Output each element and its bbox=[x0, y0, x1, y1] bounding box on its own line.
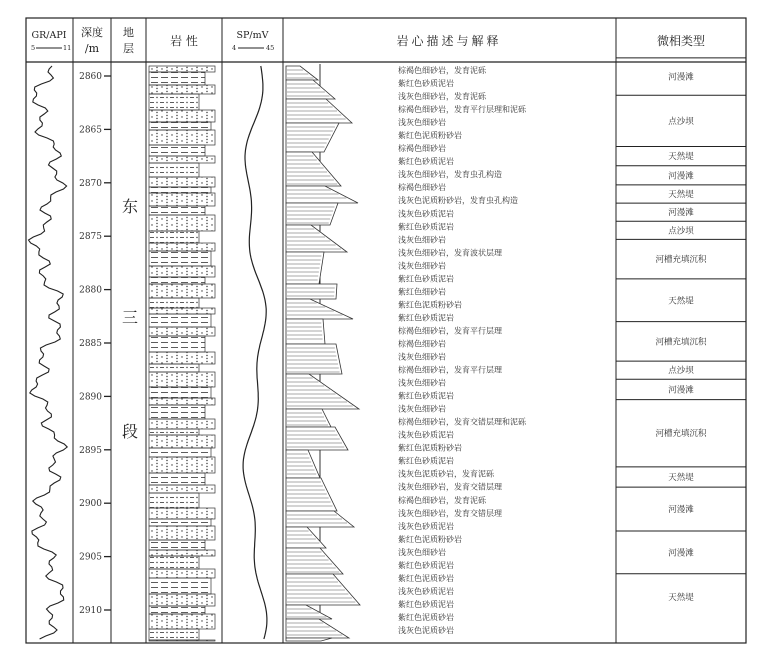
profile-bed bbox=[286, 574, 360, 605]
description-line: 紫红色砂质泥岩 bbox=[398, 157, 454, 167]
lithology-bed bbox=[149, 429, 199, 435]
lithology-bed bbox=[149, 85, 215, 94]
description-line: 浅灰色细砂岩，发育波状层理 bbox=[398, 248, 502, 258]
sp-max: 45 bbox=[266, 44, 275, 52]
description-line: 浅灰色细砂岩，发育交错层理 bbox=[398, 482, 502, 492]
lithology-bed bbox=[149, 578, 211, 594]
description-line: 浅灰色砂质泥岩 bbox=[398, 209, 454, 219]
sp-curve bbox=[243, 66, 267, 639]
depth-tick-label: 2870 bbox=[79, 178, 102, 189]
lithology-bed bbox=[149, 266, 215, 277]
lithology-bed bbox=[149, 72, 205, 85]
profile-bed bbox=[286, 427, 348, 450]
profile-bed bbox=[286, 374, 359, 409]
gr-max: 11 bbox=[63, 44, 72, 52]
facies-label: 天然堤 bbox=[668, 473, 694, 483]
description-line: 棕褐色细砂岩 bbox=[398, 183, 446, 193]
depth-tick-label: 2880 bbox=[79, 285, 102, 296]
strata-char: 三 bbox=[121, 308, 139, 327]
lithology-bed bbox=[149, 594, 215, 606]
depth-title: 深度 bbox=[81, 26, 103, 39]
description-line: 紫红色泥质砂岩 bbox=[398, 613, 454, 622]
profile-bed bbox=[286, 123, 339, 152]
description-line: 浅灰色泥质砂岩，发育泥砾 bbox=[398, 469, 494, 479]
profile-bed bbox=[286, 638, 332, 641]
facies-label: 河槽充填沉积 bbox=[655, 429, 707, 440]
depth-tick-label: 2905 bbox=[79, 552, 102, 563]
description-line: 浅灰色砂质泥岩 bbox=[398, 430, 454, 440]
lithology-bed bbox=[149, 277, 205, 284]
description-line: 棕褐色细砂岩，发育泥砾 bbox=[398, 495, 486, 505]
strata-title-2: 层 bbox=[123, 42, 134, 55]
depth-tick-label: 2890 bbox=[79, 392, 102, 403]
depth-tick-label: 2895 bbox=[79, 445, 102, 456]
facies-title: 微相类型 bbox=[656, 34, 706, 48]
facies-label: 河槽充填沉积 bbox=[655, 255, 707, 266]
description-line: 浅灰色泥质砂岩 bbox=[398, 626, 454, 635]
lithology-bed bbox=[149, 145, 205, 156]
lithology-bed bbox=[149, 94, 199, 110]
description-line: 浅灰色细砂岩 bbox=[398, 404, 446, 414]
lithology-bed bbox=[149, 457, 215, 473]
lithology-bed bbox=[149, 485, 215, 493]
lithology-bed bbox=[149, 419, 215, 429]
description-line: 紫红色细砂岩 bbox=[398, 287, 446, 297]
facies-label: 点沙坝 bbox=[668, 226, 694, 237]
facies-column bbox=[616, 58, 746, 603]
lithology-bed bbox=[149, 550, 215, 556]
description-line: 紫红色泥质粉砂岩 bbox=[398, 443, 462, 453]
lithology-bed bbox=[149, 473, 205, 485]
lithology-bed bbox=[149, 352, 215, 364]
gr-title: GR/API bbox=[31, 30, 67, 41]
facies-label: 河漫滩 bbox=[668, 548, 694, 559]
lithology-bed bbox=[149, 640, 215, 641]
description-line: 棕褐色细砂岩 bbox=[398, 144, 446, 154]
facies-label: 河漫滩 bbox=[668, 208, 694, 219]
description-line: 浅灰色泥质粉砂岩，发育虫孔构造 bbox=[398, 196, 518, 206]
lithology-bed bbox=[149, 364, 199, 372]
depth-ticks bbox=[79, 72, 111, 616]
description-line: 棕褐色细砂岩，发育平行层理和泥砾 bbox=[398, 105, 526, 115]
grain-size-profile bbox=[286, 64, 360, 641]
description-line: 浅灰色细砂岩 bbox=[398, 547, 446, 557]
lithology-bed bbox=[149, 336, 205, 352]
lithology-bed bbox=[149, 187, 211, 193]
sp-curve-line bbox=[243, 66, 267, 639]
lithology-bed bbox=[149, 177, 215, 187]
description-title: 岩心描述与解释 bbox=[396, 34, 502, 48]
lithology-bed bbox=[149, 569, 215, 578]
lithology-bed bbox=[149, 110, 215, 122]
description-line: 棕褐色细砂岩，发育平行层理 bbox=[398, 326, 502, 336]
description-line: 紫红色砂质泥岩 bbox=[398, 222, 454, 232]
description-line: 棕褐色细砂岩，发育平行层理 bbox=[398, 365, 502, 375]
gr-curve bbox=[29, 66, 68, 639]
lithology-bed bbox=[149, 435, 215, 448]
strata-char: 东 bbox=[121, 197, 139, 216]
facies-label: 河漫滩 bbox=[668, 505, 694, 516]
profile-bed bbox=[286, 203, 338, 225]
depth-unit: /m bbox=[84, 42, 100, 55]
profile-bed bbox=[286, 152, 341, 186]
description-line: 紫红色砂质泥岩 bbox=[398, 79, 454, 88]
description-line: 浅灰色细砂岩 bbox=[398, 261, 446, 271]
gr-curve-line bbox=[29, 66, 68, 639]
depth-tick-label: 2900 bbox=[79, 499, 102, 510]
description-line: 浅灰色细砂岩 bbox=[398, 235, 446, 245]
lithology-bed bbox=[149, 519, 211, 526]
lithology-bed bbox=[149, 122, 211, 130]
lithology-bed bbox=[149, 308, 215, 314]
lithology-bed bbox=[149, 508, 215, 519]
facies-label: 天然堤 bbox=[668, 296, 694, 307]
description-line: 浅灰色细砂岩 bbox=[398, 378, 446, 388]
description-line: 浅灰色砂质泥岩 bbox=[398, 586, 454, 596]
lithology-bed bbox=[149, 163, 199, 177]
lithology-bed bbox=[149, 606, 205, 614]
facies-label: 天然堤 bbox=[668, 593, 694, 604]
description-line: 棕褐色细砂岩 bbox=[398, 339, 446, 349]
lithology-bed bbox=[149, 614, 215, 629]
description-line: 紫红色砂质泥岩 bbox=[398, 313, 454, 323]
description-line: 浅灰色细砂岩，发育虫孔构造 bbox=[398, 170, 502, 180]
profile-bed bbox=[286, 344, 342, 374]
lithology-bed bbox=[149, 206, 205, 215]
facies-label: 河槽充填沉积 bbox=[655, 337, 707, 348]
gr-min: 5 bbox=[31, 44, 36, 52]
sp-title: SP/mV bbox=[236, 30, 269, 41]
description-line: 紫红色泥质砂岩 bbox=[398, 573, 454, 583]
lithology-bed bbox=[149, 298, 199, 308]
profile-bed bbox=[286, 284, 337, 299]
lithology-bed bbox=[149, 493, 199, 508]
lithology-bed bbox=[149, 387, 211, 398]
description-list bbox=[398, 65, 527, 635]
lithology-column bbox=[149, 66, 215, 641]
lithology-bed bbox=[149, 243, 215, 251]
profile-bed bbox=[286, 186, 358, 203]
depth-tick-label: 2875 bbox=[79, 232, 102, 243]
lithology-bed bbox=[149, 556, 199, 569]
lithology-bed bbox=[149, 193, 215, 206]
table-frame bbox=[26, 18, 746, 643]
profile-bed bbox=[286, 409, 331, 427]
facies-label: 点沙坝 bbox=[668, 116, 694, 127]
facies-label: 点沙坝 bbox=[668, 366, 694, 377]
facies-label: 河漫滩 bbox=[668, 72, 694, 83]
description-line: 浅灰色细砂岩，发育交错层理 bbox=[398, 508, 502, 518]
lithology-bed bbox=[149, 130, 215, 145]
facies-label: 河漫滩 bbox=[668, 171, 694, 182]
lithology-bed bbox=[149, 66, 215, 72]
description-line: 紫红色泥质粉砂岩 bbox=[398, 534, 462, 544]
strata-char: 段 bbox=[121, 422, 139, 441]
lithology-bed bbox=[149, 284, 215, 298]
description-line: 棕褐色细砂岩，发育泥砾 bbox=[398, 66, 486, 75]
facies-label: 河漫滩 bbox=[668, 385, 694, 396]
lithology-bed bbox=[149, 215, 215, 231]
depth-tick-label: 2860 bbox=[79, 72, 102, 82]
lithology-bed bbox=[149, 156, 215, 163]
lithology-title: 岩 性 bbox=[170, 34, 198, 48]
lithology-bed bbox=[149, 540, 205, 550]
lithology-bed bbox=[149, 231, 199, 243]
lithology-bed bbox=[149, 526, 215, 540]
description-line: 紫红色砂质泥岩 bbox=[398, 456, 454, 466]
lithology-bed bbox=[149, 327, 215, 336]
sp-min: 4 bbox=[232, 44, 237, 52]
lithology-bed bbox=[149, 405, 205, 419]
depth-tick-label: 2910 bbox=[79, 606, 102, 616]
description-line: 紫红色泥质粉砂岩 bbox=[398, 300, 462, 310]
depth-tick-label: 2865 bbox=[79, 125, 102, 136]
description-line: 浅灰色细砂岩 bbox=[398, 352, 446, 362]
depth-tick-label: 2885 bbox=[79, 339, 102, 349]
description-line: 紫红色砂质泥岩 bbox=[398, 391, 454, 401]
description-line: 棕褐色细砂岩，发育交错层理和泥砾 bbox=[398, 417, 526, 427]
description-line: 紫红色砂质泥岩 bbox=[398, 274, 454, 284]
description-line: 紫红色砂质泥岩 bbox=[398, 560, 454, 570]
description-line: 浅灰色砂质泥岩 bbox=[398, 521, 454, 531]
description-line: 浅灰色细砂岩，发育泥砾 bbox=[398, 92, 486, 101]
strata-title-1: 地 bbox=[123, 26, 134, 39]
description-line: 紫红色泥质粉砂岩 bbox=[398, 131, 462, 141]
lithology-bed bbox=[149, 314, 211, 327]
facies-label: 天然堤 bbox=[668, 190, 694, 200]
lithology-bed bbox=[149, 629, 199, 640]
description-line: 紫红色砂质泥岩 bbox=[398, 600, 454, 609]
lithology-bed bbox=[149, 398, 215, 405]
description-line: 浅灰色细砂岩 bbox=[398, 118, 446, 128]
facies-label: 天然堤 bbox=[668, 152, 694, 163]
lithology-bed bbox=[149, 372, 215, 387]
lithology-bed bbox=[149, 251, 211, 266]
lithology-bed bbox=[149, 448, 211, 457]
